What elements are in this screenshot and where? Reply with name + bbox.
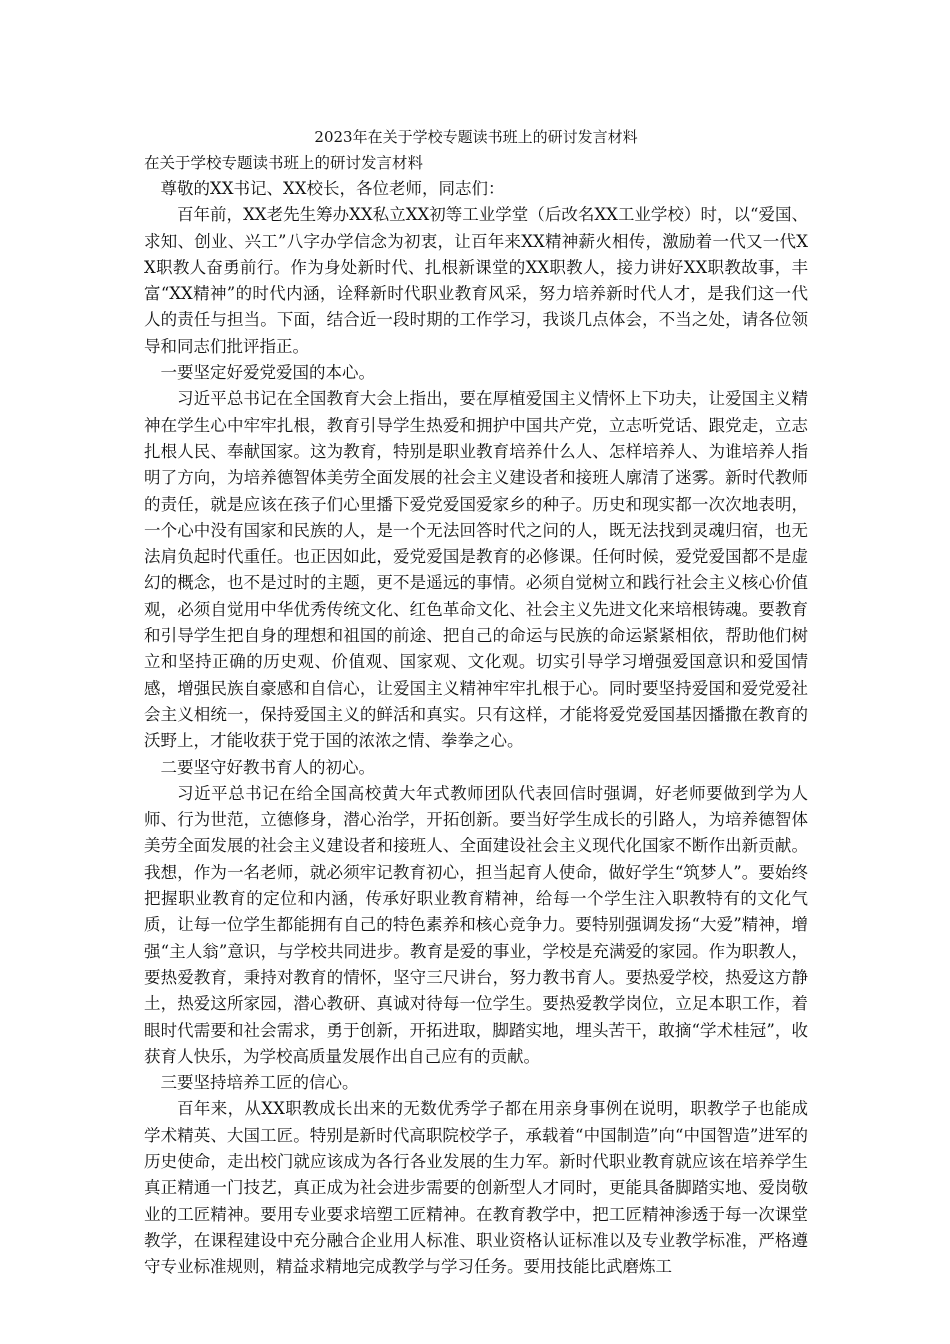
section-2-body: 习近平总书记在给全国高校黄大年式教师团队代表回信时强调，好老师要做到学为人师、行为世范，立德修身，潜心治学，开拓创新。要当好学生成长的引路人，为培养德智体美劳全面发展的社会主义建设者和接班人、全面建设社会主义现代化国家不断作出新贡献。我想，作为一名老师，就必须牢记教育初心，担当起育人使命，做好学生“筑梦人”。要始终把握职业教育的定位和内涵，传承好职业教育精神，给每一个学生注入职教特有的文化气质，让每一位学生都能拥有自己的特色素养和核心竞争力。要特别强调发扬“大爱”精神，增强“主人翁”意识，与学校共同进步。教育是爱的事业，学校是充满爱的家园。作为职教人，要热爱教育，秉持对教育的情怀，坚守三尺讲台，努力教书育人。要热爱学校，热爱这方静土，热爱这所家园，潜心教研、真诚对待每一位学生。要热爱教学岗位，立足本职工作，着眼时代需要和社会需求，勇于创新，开拓进取，脚踏实地，埋头苦干，敢摘“学术桂冠”，收获育人快乐，为学校高质量发展作出自己应有的贡献。 — [144, 783, 808, 1066]
section-2-heading: 二要坚守好教书育人的初心。 — [160, 757, 375, 777]
document-title: 2023年在关于学校专题读书班上的研讨发言材料 — [314, 128, 638, 146]
salutation: 尊敬的XX书记、XX校长，各位老师，同志们： — [160, 179, 505, 198]
section-3-body: 百年来，从XX职教成长出来的无数优秀学子都在用亲身事例在说明，职教学子也能成学术精英、大国工匠。特别是新时代高职院校学子，承载着“中国制造”向“中国智造”进军的历史使命，走出校门就应该成为各行各业发展的生力军。新时代职业教育就应该在培养学生真正精通一门技艺，真正成为社会进步需要的创新型人才同时，更能具备脚踏实地、爱岗敬业的工匠精神。要用专业要求培塑工匠精神。在教育教学中，把工匠精神渗透于每一次课堂教学，在课程建设中充分融合企业用人标准、职业资格认证标准以及专业教学标准，严格遵守专业标准规则，精益求精地完成教学与学习任务。要用技能比武磨炼工 — [144, 1099, 808, 1277]
intro-paragraph: 百年前，XX老先生筹办XX私立XX初等工业学堂（后改名XX工业学校）时，以“爱国、求知、创业、兴工”八字办学信念为初衷，让百年来XX精神薪火相传，激励着一代又一代XX职教人奋勇前行。作为身处新时代、扎根新课堂的XX职教人，接力讲好XX职教故事，丰富“XX精神”的时代内涵，诠释新时代职业教育风采，努力培养新时代人才，是我们这一代人的责任与担当。下面，结合近一段时期的工作学习，我谈几点体会，不当之处，请各位领导和同志们批评指正。 — [144, 205, 808, 356]
document-page — [144, 124, 808, 1280]
section-1-heading: 一要坚定好爱党爱国的本心。 — [160, 363, 375, 383]
section-1-body: 习近平总书记在全国教育大会上指出，要在厚植爱国主义情怀上下功夫，让爱国主义精神在学生心中牢牢扎根，教育引导学生热爱和拥护中国共产党，立志听党话、跟党走，立志扎根人民、奉献国家。这为教育，特别是职业教育培养什么人、怎样培养人、为谁培养人指明了方向，为培养德智体美劳全面发展的社会主义建设者和接班人廓清了迷雾。新时代教师的责任，就是应该在孩子们心里播下爱党爱国爱家乡的种子。历史和现实都一次次地表明，一个心中没有国家和民族的人，是一个无法回答时代之问的人，既无法找到灵魂归宿，也无法肩负起时代重任。也正因如此，爱党爱国是教育的必修课。任何时候，爱党爱国都不是虚幻的概念，也不是过时的主题，更不是遥远的事情。必须自觉树立和践行社会主义核心价值观，必须自觉用中华优秀传统文化、红色革命文化、社会主义先进文化来培根铸魂。要教育和引导学生把自身的理想和祖国的前途、把自己的命运与民族的命运紧紧相依，帮助他们树立和坚持正确的历史观、价值观、国家观、文化观。切实引导学习增强爱国意识和爱国情感，增强民族自豪感和自信心，让爱国主义精神牢牢扎根于心。同时要坚持爱国和爱党爱社会主义相统一，保持爱国主义的鲜活和真实。只有这样，才能将爱党爱国基因播撒在教育的沃野上，才能收获于党于国的浓浓之情、拳拳之心。 — [144, 389, 808, 751]
document-subtitle: 在关于学校专题读书班上的研讨发言材料 — [144, 154, 424, 172]
section-3-heading: 三要坚持培养工匠的信心。 — [160, 1073, 359, 1093]
